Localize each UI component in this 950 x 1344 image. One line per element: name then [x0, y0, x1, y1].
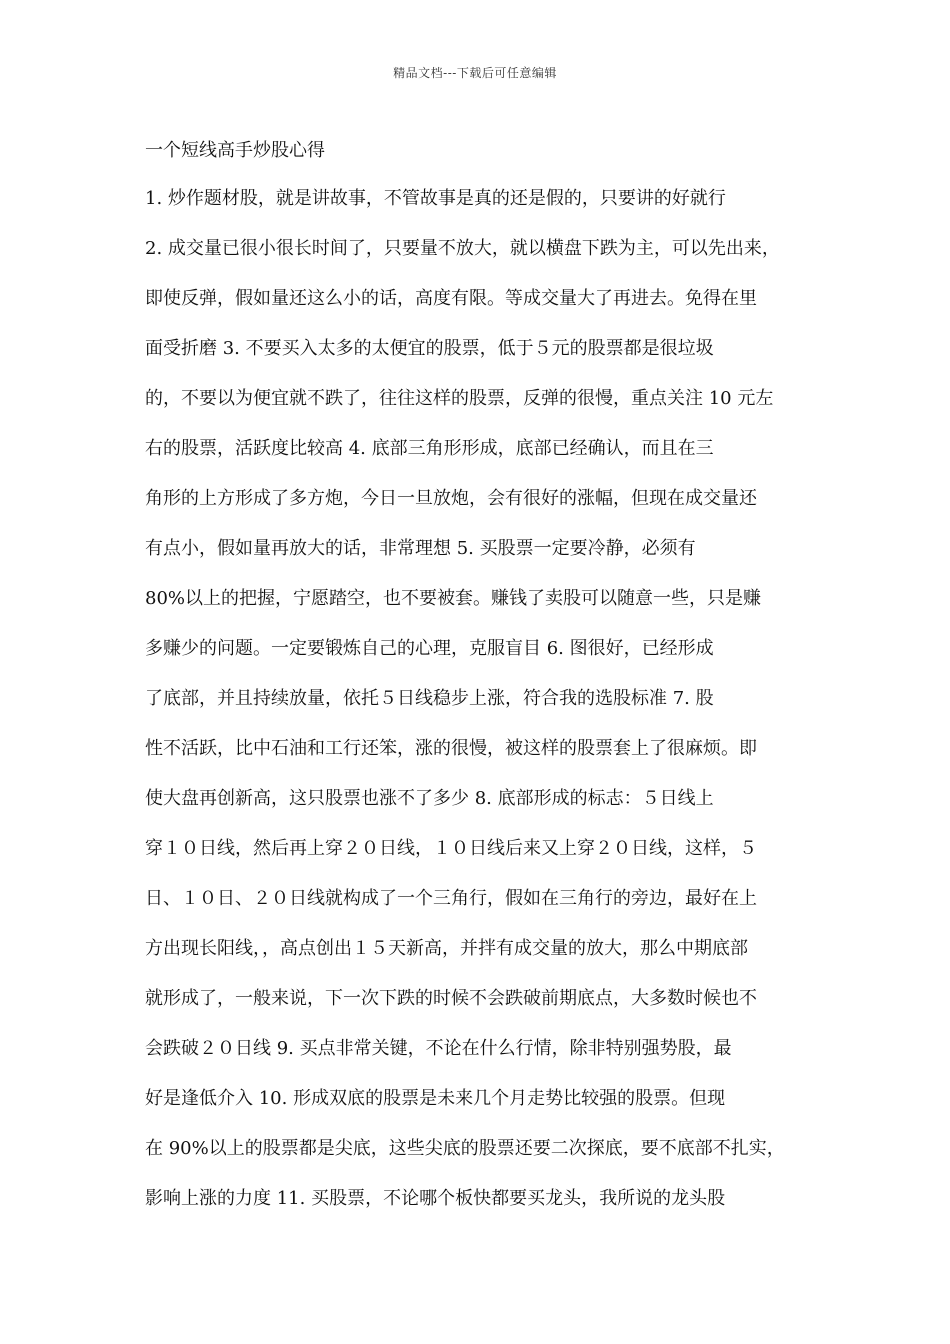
body-line: 有点小，假如量再放大的话，非常理想 5. 买股票一定要冷静，必须有 [145, 538, 696, 559]
body-line: 影响上涨的力度 11. 买股票，不论哪个板快都要买龙头，我所说的龙头股 [145, 1188, 726, 1209]
body-line: 好是逢低介入 10. 形成双底的股票是未来几个月走势比较强的股票。但现 [145, 1088, 726, 1109]
body-line: 面受折磨 3. 不要买入太多的太便宜的股票，低于５元的股票都是很垃圾 [145, 338, 714, 359]
body-line: 在 90%以上的股票都是尖底，这些尖底的股票还要二次探底，要不底部不扎实， [145, 1138, 785, 1159]
body-line: 日、１０日、２０日线就构成了一个三角行，假如在三角行的旁边，最好在上 [145, 888, 757, 909]
body-line: 角形的上方形成了多方炮，今日一旦放炮，会有很好的涨幅，但现在成交量还 [145, 488, 757, 509]
body-line: 了底部，并且持续放量，依托５日线稳步上涨，符合我的选股标准 7. 股 [145, 688, 714, 709]
body-line: 穿１０日线，然后再上穿２０日线，１０日线后来又上穿２０日线，这样，５ [145, 838, 757, 859]
body-line: 1. 炒作题材股，就是讲故事，不管故事是真的还是假的，只要讲的好就行 [145, 188, 726, 209]
body-line: 会跌破２０日线 9. 买点非常关键，不论在什么行情，除非特别强势股，最 [145, 1038, 732, 1059]
body-line: 2. 成交量已很小很长时间了，只要量不放大，就以横盘下跌为主，可以先出来， [145, 238, 780, 259]
body-line: 多赚少的问题。一定要锻炼自己的心理，克服盲目 6. 图很好，已经形成 [145, 638, 714, 659]
page-header: 精品文档---下载后可任意编辑 [393, 66, 557, 80]
body-line: 右的股票，活跃度比较高 4. 底部三角形形成，底部已经确认，而且在三 [145, 438, 714, 459]
body-line: 就形成了，一般来说，下一次下跌的时候不会跌破前期底点，大多数时候也不 [145, 988, 757, 1009]
document-title: 一个短线高手炒股心得 [145, 140, 325, 161]
document-body [145, 187, 825, 1237]
body-line: 性不活跃，比中石油和工行还笨，涨的很慢，被这样的股票套上了很麻烦。即 [145, 738, 757, 759]
body-line: 即使反弹，假如量还这么小的话，高度有限。等成交量大了再进去。免得在里 [145, 288, 757, 309]
body-line: 方出现长阳线，，高点创出１５天新高，并拌有成交量的放大，那么中期底部 [145, 938, 748, 959]
body-line: 80%以上的把握，宁愿踏空，也不要被套。赚钱了卖股可以随意一些，只是赚 [145, 588, 762, 609]
body-line: 的，不要以为便宜就不跌了，往往这样的股票，反弹的很慢，重点关注 10 元左 [145, 388, 774, 409]
body-line: 使大盘再创新高，这只股票也涨不了多少 8. 底部形成的标志：５日线上 [145, 788, 714, 809]
